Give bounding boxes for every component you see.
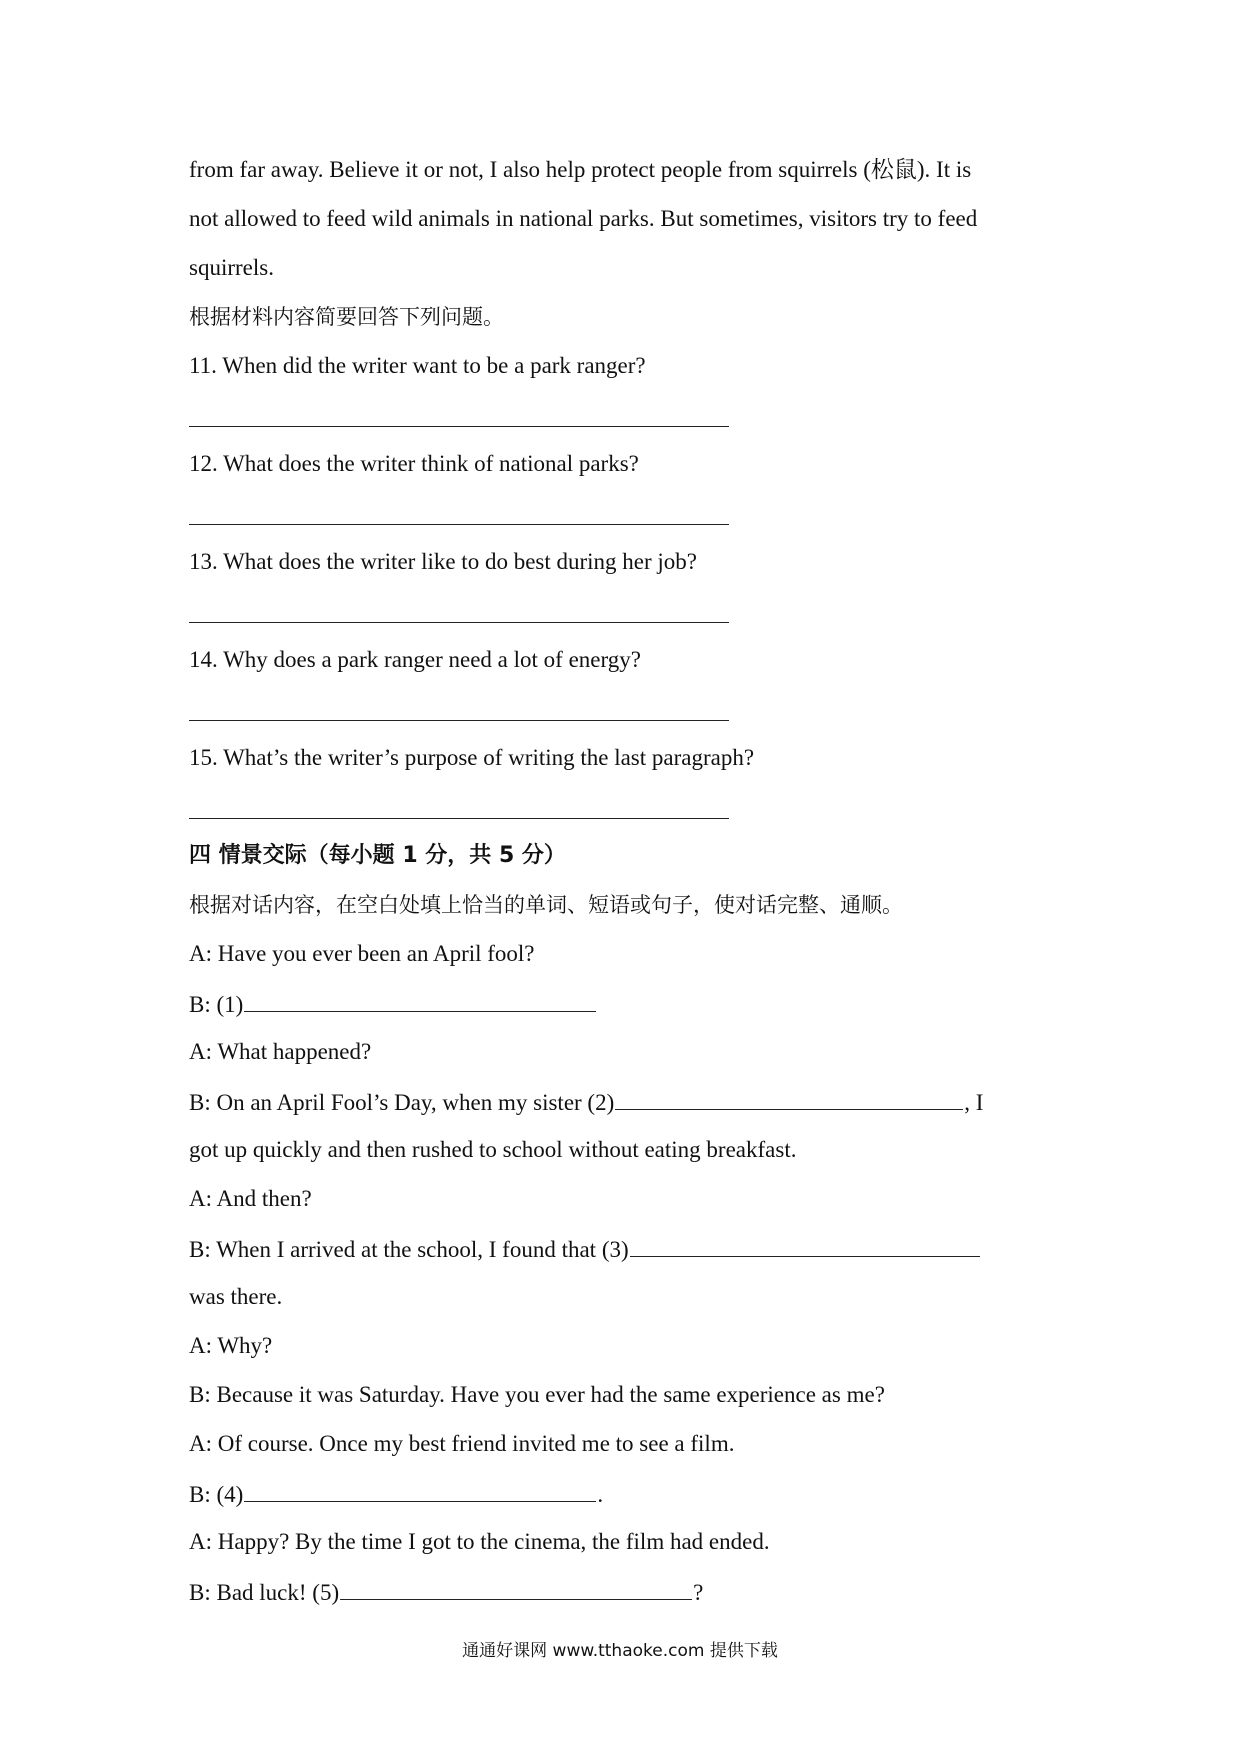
question-14: 14. Why does a park ranger need a lot of energy?: [189, 647, 641, 672]
dialogue-text: , I: [964, 1090, 984, 1115]
blank-2[interactable]: [615, 1089, 963, 1110]
dialogue-line: [189, 1089, 1069, 1138]
dialogue-line: [189, 991, 1069, 1040]
dialogue-line: [189, 1481, 1069, 1530]
question-13: 13. What does the writer like to do best during her job?: [189, 549, 698, 574]
dialogue-line: A: Happy? By the time I got to the cinema, the film had ended.: [189, 1529, 770, 1554]
answer-line-14[interactable]: [189, 697, 1069, 746]
dialogue-line: A: Have you ever been an April fool?: [189, 941, 535, 966]
answer-line-13[interactable]: [189, 599, 1069, 648]
passage-line: not allowed to feed wild animals in national parks. But sometimes, visitors try to feed: [189, 206, 978, 231]
dialogue-line: was there.: [189, 1284, 283, 1309]
blank-1[interactable]: [244, 991, 596, 1012]
dialogue-line: [189, 1579, 1069, 1628]
answer-line-11[interactable]: [189, 403, 1069, 452]
passage-line: from far away. Believe it or not, I also help protect people from squirrels (松鼠). It is: [189, 157, 972, 182]
page-content: [189, 158, 1069, 1628]
answer-line-12[interactable]: [189, 501, 1069, 550]
dialogue-line: A: Of course. Once my best friend invited me to see a film.: [189, 1431, 735, 1456]
dialogue-line: B: Because it was Saturday. Have you ever had the same experience as me?: [189, 1382, 885, 1407]
dialogue-text: B: (1): [189, 992, 244, 1017]
question-11: 11. When did the writer want to be a park ranger?: [189, 353, 646, 378]
dialogue-line: A: Why?: [189, 1333, 273, 1358]
dialogue-text: B: Bad luck! (5): [189, 1580, 340, 1605]
blank-4[interactable]: [244, 1481, 596, 1502]
section4-title: 四 情景交际（每小题 1 分，共 5 分）: [189, 843, 566, 868]
dialogue-text: B: (4): [189, 1482, 244, 1507]
section4-instruction: 根据对话内容，在空白处填上恰当的单词、短语或句子，使对话完整、通顺。: [189, 893, 903, 917]
dialogue-text: ?: [693, 1580, 704, 1605]
dialogue-text: B: On an April Fool’s Day, when my sister (2): [189, 1090, 615, 1115]
dialogue-text: .: [597, 1482, 604, 1507]
dialogue-line: A: And then?: [189, 1186, 312, 1211]
question-12: 12. What does the writer think of national parks?: [189, 451, 639, 476]
blank-5[interactable]: [340, 1579, 692, 1600]
dialogue-line: [189, 1236, 1069, 1285]
page-footer: 通通好课网 www.tthaoke.com 提供下载: [462, 1641, 778, 1661]
dialogue-line: got up quickly and then rushed to school without eating breakfast.: [189, 1137, 797, 1162]
part3-instruction: 根据材料内容简要回答下列问题。: [189, 305, 504, 329]
dialogue-text: B: When I arrived at the school, I found that (3): [189, 1237, 629, 1262]
answer-line-15[interactable]: [189, 795, 1069, 844]
passage-line: squirrels.: [189, 255, 274, 280]
blank-3[interactable]: [630, 1236, 980, 1257]
question-15: 15. What’s the writer’s purpose of writing the last paragraph?: [189, 745, 755, 770]
dialogue-line: A: What happened?: [189, 1039, 372, 1064]
